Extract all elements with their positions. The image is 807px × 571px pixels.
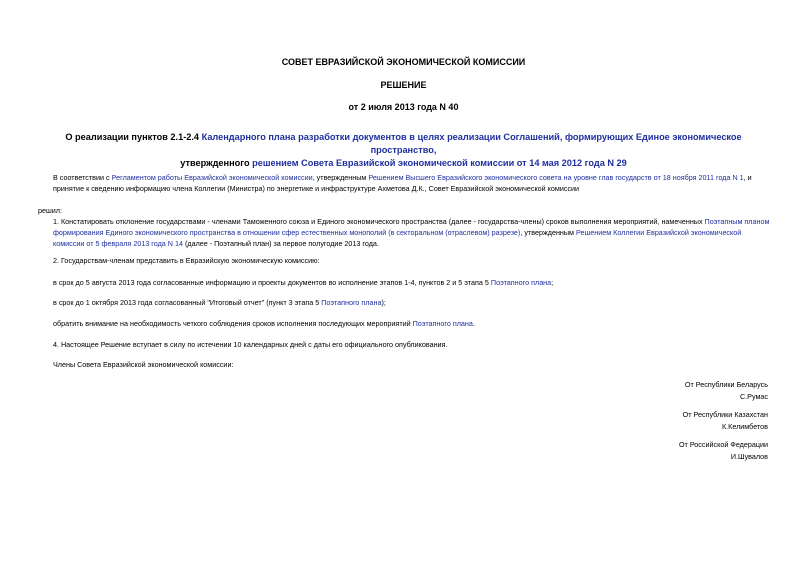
- item-2-paragraph: 2. Государствам-членам представить в Евразийскую экономическую комиссию:: [53, 256, 320, 265]
- sub-item-2-paragraph: [53, 297, 770, 308]
- date-number-heading: от 2 июля 2013 года N 40: [348, 102, 459, 112]
- regulation-link[interactable]: Регламентом работы Евразийской экономической комиссии: [111, 173, 313, 182]
- intro-text-1: В соответствии с: [53, 173, 112, 182]
- item-3-paragraph: [53, 318, 770, 329]
- signature-country: От Российской Федерации: [678, 440, 768, 449]
- signature-country: От Республики Казахстан: [682, 410, 768, 419]
- signature-name: И.Шувалов: [730, 452, 768, 461]
- item-1-paragraph: [53, 216, 770, 249]
- signature-name: С.Румас: [739, 392, 768, 401]
- item-1-text-2: , утвержденным: [520, 228, 576, 237]
- item-3-text-2: .: [472, 319, 475, 328]
- supreme-council-decision-link[interactable]: Решением Высшего Евразийского экономического совета на уровне глав государств от 18 ноября 2011 года N 1: [368, 173, 744, 182]
- council-decision-29-link[interactable]: решением Совета Евразийской экономической комиссии от 14 мая 2012 года N 29: [252, 158, 627, 168]
- phased-plan-link-4[interactable]: Поэтапного плана: [412, 319, 473, 328]
- phased-plan-link-2[interactable]: Поэтапного плана: [490, 278, 552, 287]
- item-4-paragraph: 4. Настоящее Решение вступает в силу по истечении 10 календарных дней с даты его официального опубликования.: [53, 340, 448, 349]
- intro-text-2: , утвержденным: [312, 173, 369, 182]
- sub-item-1-text-1: в срок до 5 августа 2013 года согласованные информацию и проекты документов во исполнение этапов 1-4, пунктов 2 и 5 этапа 5: [53, 278, 491, 287]
- signature-name: К.Келимбетов: [721, 422, 768, 431]
- document-title: [40, 131, 767, 170]
- collegium-decision-14-link[interactable]: Решением Коллегии Евразийской экономической комиссии от 5 февраля 2013 года N 14: [53, 228, 742, 248]
- signature-kazakhstan: [683, 409, 768, 433]
- org-heading: СОВЕТ ЕВРАЗИЙСКОЙ ЭКОНОМИЧЕСКОЙ КОМИССИИ: [281, 57, 526, 67]
- item-1-text-1: 1. Констатировать отклонение государствами - членами Таможенного союза и Единого экономического пространства (далее - государства-члены) сроков выполнения мероприятий, намеченных: [53, 217, 705, 226]
- sub-item-1-paragraph: [53, 277, 770, 288]
- members-label: Члены Совета Евразийской экономической комиссии:: [53, 360, 234, 369]
- sub-item-2-text-1: в срок до 1 октября 2013 года согласованный "Итоговый отчет" (пункт 3 этапа 5: [53, 298, 322, 307]
- phased-plan-link-3[interactable]: Поэтапного плана: [321, 298, 382, 307]
- item-1-text-3: (далее - Поэтапный план) за первое полугодие 2013 года.: [182, 239, 379, 248]
- signature-belarus: [685, 379, 768, 403]
- intro-text-3: , и принятие к сведению информацию члена Коллегии (Министра) по энергетике и инфраструктуре Ахметова Д.К., Совет Евразийской экономической комиссии: [53, 173, 752, 193]
- signature-country: От Республики Беларусь: [684, 380, 768, 389]
- signature-russia: [679, 439, 768, 463]
- sub-item-2-text-2: );: [381, 298, 386, 307]
- title-text-1: О реализации пунктов 2.1-2.4: [65, 132, 202, 142]
- resolved-label: решил:: [38, 206, 62, 215]
- doc-type-heading: РЕШЕНИЕ: [380, 80, 427, 90]
- intro-paragraph: [53, 172, 770, 194]
- title-text-2: утвержденного: [180, 158, 253, 168]
- calendar-plan-link[interactable]: Календарного плана разработки документов в целях реализации Соглашений, формирующих Единое экономическое пространство,: [201, 132, 742, 155]
- item-3-text-1: обратить внимание на необходимость четкого соблюдения сроков исполнения последующих мероприятий: [53, 319, 413, 328]
- sub-item-1-text-2: ;: [551, 278, 554, 287]
- phased-plan-link[interactable]: Поэтапным планом формирования Единого экономического пространства в отношении сфер естественных монополий (в секторальном (отраслевом) разрезе): [53, 217, 770, 237]
